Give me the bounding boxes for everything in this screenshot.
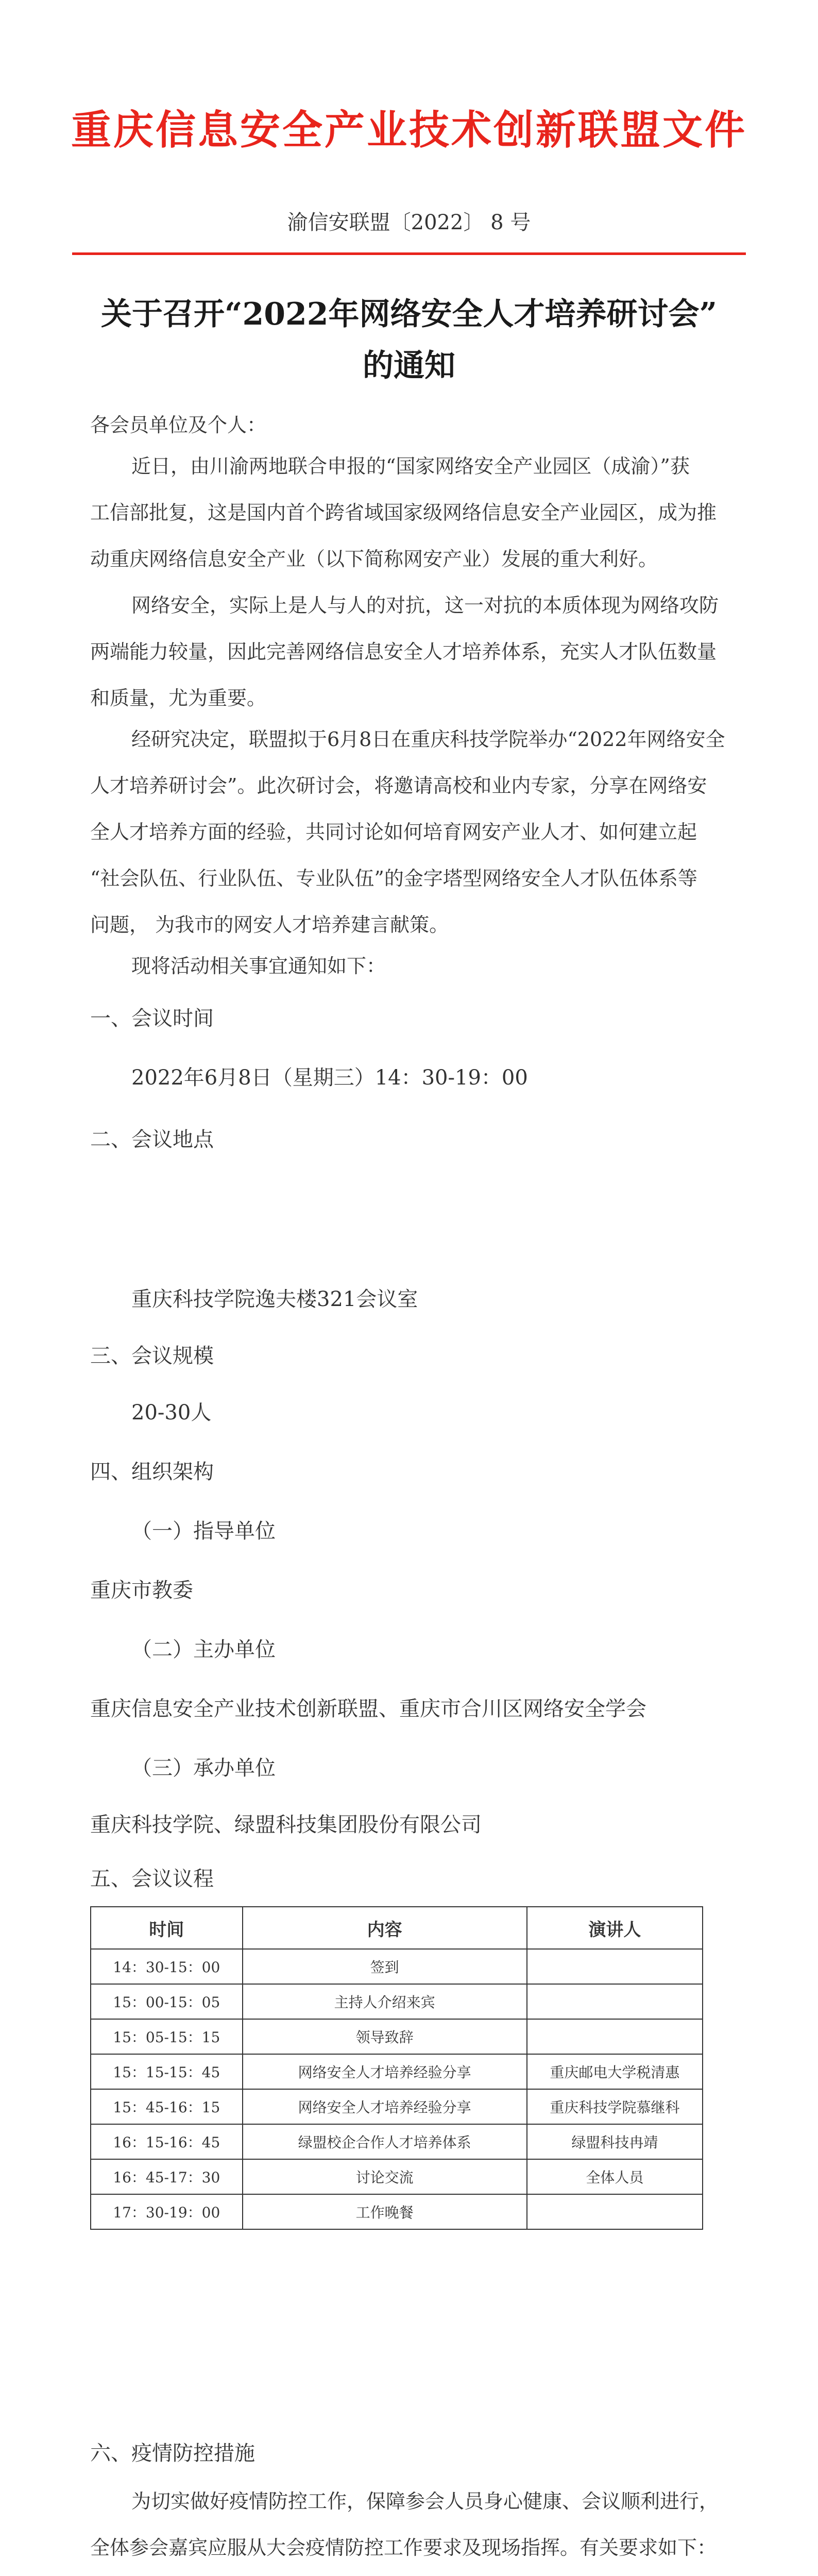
intro-line: 近日，由川渝两地联合申报的“国家网络安全产业园区（成渝）”获 — [131, 455, 690, 478]
agenda-content: 工作晚餐 — [243, 2194, 527, 2229]
section-venue-value: 重庆科技学院逸夫楼321会议室 — [131, 1287, 418, 1311]
table-row — [91, 2054, 703, 2089]
section-time-value: 2022年6月8日（星期三）14：30-19：00 — [131, 1066, 528, 1090]
organizer-unit-value: 重庆科技学院、绿盟科技集团股份有限公司 — [90, 1813, 482, 1837]
agenda-header-speaker: 演讲人 — [527, 1907, 703, 1949]
agenda-header-content: 内容 — [243, 1907, 527, 1949]
intro-line: 动重庆网络信息安全产业（以下简称网安产业）发展的重大利好。 — [90, 548, 658, 570]
notice-title-line1: 关于召开“2022年网络安全人才培养研讨会” — [100, 296, 717, 332]
org-header-title: 重庆信息安全产业技术创新联盟文件 — [71, 107, 747, 154]
measure-1-line — [90, 2571, 729, 2576]
security-paragraph — [90, 582, 729, 721]
agenda-time: 16：15-16：45 — [91, 2124, 243, 2159]
section-org-heading: 四、组织架构 — [90, 1460, 214, 1484]
agenda-time: 15：05-15：15 — [91, 2019, 243, 2054]
red-divider — [72, 252, 746, 255]
agenda-speaker — [527, 2194, 703, 2229]
agenda-speaker: 绿盟科技冉靖 — [527, 2124, 703, 2159]
agenda-time: 15：00-15：05 — [91, 1984, 243, 2019]
section-agenda-heading: 五、会议议程 — [90, 1867, 214, 1891]
document-number: 渝信安联盟〔2022〕 8 号 — [287, 211, 531, 234]
table-row — [91, 1984, 703, 2019]
decision-line: “社会队伍、行业队伍、专业队伍”的金字塔型网络安全人才队伍体系等 — [90, 867, 697, 890]
agenda-table — [90, 1906, 703, 2230]
security-line: 网络安全，实际上是人与人的对抗，这一对抗的本质体现为网络攻防 — [131, 594, 719, 617]
agenda-speaker: 重庆科技学院慕继科 — [527, 2089, 703, 2124]
salutation: 各会员单位及个人： — [90, 414, 267, 436]
host-unit-value: 重庆信息安全产业技术创新联盟、重庆市合川区网络安全学会 — [90, 1697, 646, 1721]
security-line: 和质量，尤为重要。 — [90, 687, 267, 709]
agenda-speaker — [527, 1984, 703, 2019]
security-line: 两端能力较量，因此完善网络信息安全人才培养体系，充实人才队伍数量 — [90, 640, 717, 663]
agenda-content: 绿盟校企合作人才培养体系 — [243, 2124, 527, 2159]
lead-sentence: 现将活动相关事宜通知如下： — [131, 955, 386, 977]
guide-unit-label: （一）指导单位 — [131, 1519, 276, 1543]
agenda-time: 16：45-17：30 — [91, 2159, 243, 2194]
agenda-content: 网络安全人才培养经验分享 — [243, 2089, 527, 2124]
section-time-heading: 一、会议时间 — [90, 1007, 214, 1030]
intro-line: 工信部批复，这是国内首个跨省域国家级网络信息安全产业园区，成为推 — [90, 501, 717, 524]
decision-line: 问题， 为我市的网安人才培养建言献策。 — [90, 913, 449, 936]
agenda-time: 15：45-16：15 — [91, 2089, 243, 2124]
table-row — [91, 2089, 703, 2124]
agenda-content: 主持人介绍来宾 — [243, 1984, 527, 2019]
decision-line: 人才培养研讨会”。此次研讨会，将邀请高校和业内专家，分享在网络安 — [90, 774, 707, 797]
agenda-time: 17：30-19：00 — [91, 2194, 243, 2229]
agenda-content: 领导致辞 — [243, 2019, 527, 2054]
agenda-content: 讨论交流 — [243, 2159, 527, 2194]
table-row — [91, 2159, 703, 2194]
agenda-header-time: 时间 — [91, 1907, 243, 1949]
table-row — [91, 1949, 703, 1984]
intro-paragraph — [90, 443, 729, 582]
notice-title — [0, 289, 818, 392]
notice-title-line2: 的通知 — [363, 348, 455, 384]
agenda-speaker — [527, 1949, 703, 1984]
section-venue-heading: 二、会议地点 — [90, 1128, 214, 1151]
agenda-content: 网络安全人才培养经验分享 — [243, 2054, 527, 2089]
decision-line: 全人才培养方面的经验，共同讨论如何培育网安产业人才、如何建立起 — [90, 821, 697, 843]
organizer-unit-label: （三）承办单位 — [131, 1756, 276, 1780]
agenda-time: 14：30-15：00 — [91, 1949, 243, 1984]
agenda-speaker: 全体人员 — [527, 2159, 703, 2194]
epidemic-content — [90, 2478, 729, 2576]
section-scale-heading: 三、会议规模 — [90, 1344, 214, 1368]
section-scale-value: 20-30人 — [131, 1401, 212, 1425]
section-epidemic-heading: 六、疫情防控措施 — [90, 2442, 255, 2465]
table-row — [91, 2124, 703, 2159]
guide-unit-value: 重庆市教委 — [90, 1579, 193, 1602]
agenda-speaker: 重庆邮电大学税清惠 — [527, 2054, 703, 2089]
table-row — [91, 2194, 703, 2229]
host-unit-label: （二）主办单位 — [131, 1638, 276, 1662]
epidemic-intro-line: 全体参会嘉宾应服从大会疫情防控工作要求及现场指挥。有关要求如下： — [90, 2536, 717, 2559]
agenda-header-row — [91, 1907, 703, 1949]
decision-paragraph — [90, 716, 729, 948]
agenda-time: 15：15-15：45 — [91, 2054, 243, 2089]
agenda-content: 签到 — [243, 1949, 527, 1984]
table-row — [91, 2019, 703, 2054]
agenda-speaker — [527, 2019, 703, 2054]
decision-line: 经研究决定，联盟拟于6月8日在重庆科技学院举办“2022年网络安全 — [131, 728, 725, 751]
epidemic-intro-line: 为切实做好疫情防控工作，保障参会人员身心健康、会议顺利进行， — [131, 2490, 719, 2513]
